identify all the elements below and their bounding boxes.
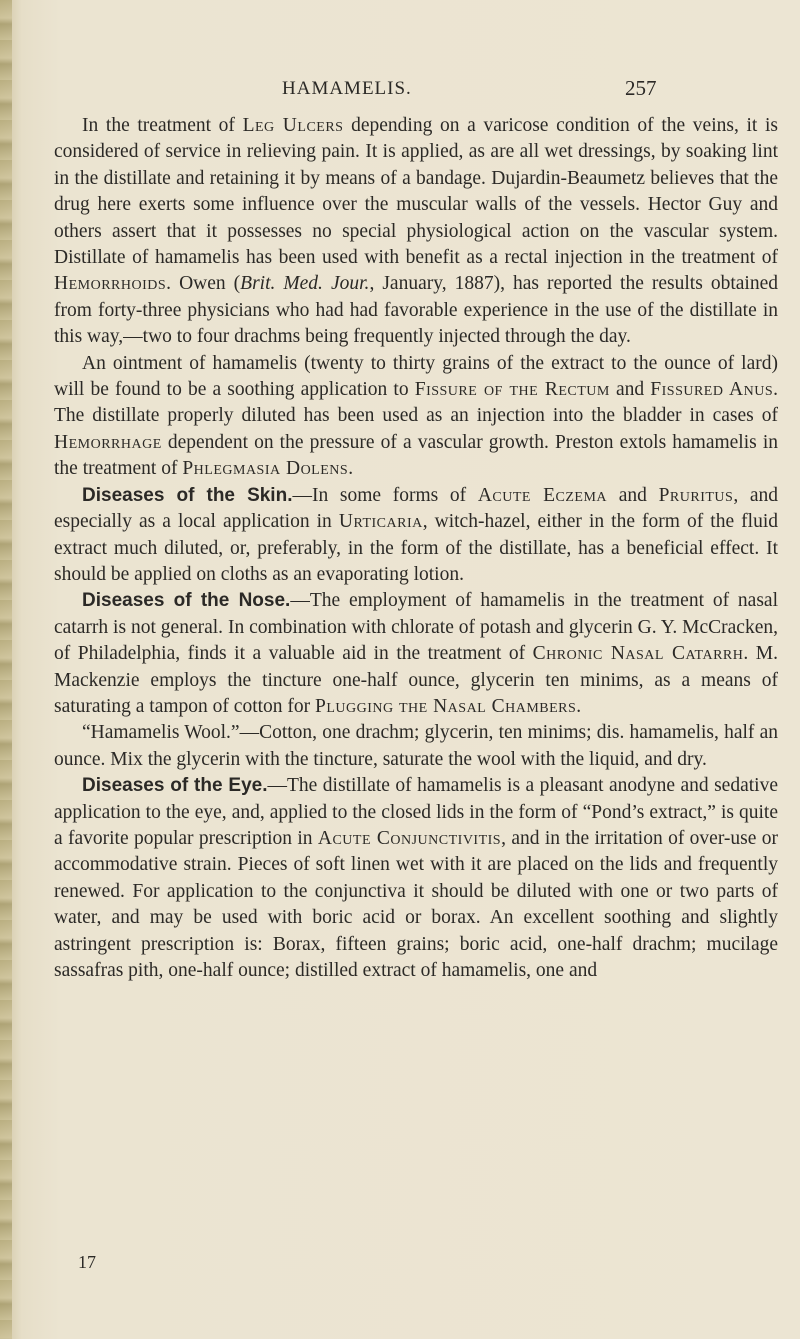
- small-caps-term: Leg Ulcers: [242, 115, 344, 136]
- text-run: , and in the irritation of over-use or accommodative strain. Pieces of soft linen wet with it are placed on the lids and frequently renewed. For application to the conjunctiva it should be diluted with one or two parts of water, and may be used with boric acid or borax. An excellent soothing and slightly astringent prescription is: Borax, fifteen grains; boric acid, one-half drachm; mucilage sassafras pith, one-half ounce; distilled extract of hamamelis, one and: [54, 827, 778, 981]
- running-head: HAMAMELIS.: [282, 78, 412, 99]
- text-run: “Hamamelis Wool.”—Cotton, one drachm; glycerin, ten minims; dis. hamamelis, half an ounce. Mix the glycerin with the tincture, saturate the wool with the liquid, and dry.: [54, 722, 778, 770]
- small-caps-term: Plugging the Nasal Chambers: [315, 695, 577, 717]
- text-run: , witch-hazel, either in the form of the fluid extract much diluted, or, preferably, in the form of the distillate, has a beneficial effect. It should be applied on cloths as an evaporating lotion.: [54, 511, 778, 585]
- text-run: . Owen (: [166, 273, 241, 295]
- small-caps-term: Hemorrhoids: [54, 273, 167, 295]
- paragraph: [54, 588, 778, 720]
- small-caps-term: Fissured Anus: [650, 379, 774, 401]
- page-number: 257: [625, 76, 657, 100]
- text-run: depending on a varicose condition of the veins, it is considered of service in relieving pain. It is applied, as are all wet dressings, by soaking lint in the distillate and retaining it by means of a bandage. Dujardin-Beaumetz believes that the drug here exerts some influence over the muscular walls of the vessels. Hector Guy and others assert that it possesses no special physiological action on the vascular system. Distillate of hamamelis has been used with benefit as a rectal injection in the treatment of: [54, 115, 778, 269]
- body-text: [54, 113, 778, 984]
- small-caps-term: Chronic Nasal Catarrh: [532, 643, 744, 665]
- text-run: . The distillate properly diluted has been used as an injection into the bladder in cases of: [54, 379, 778, 427]
- small-caps-term: Hemorrhage: [54, 431, 162, 453]
- text-run: In the treatment of: [82, 115, 243, 136]
- page-header: [0, 78, 800, 108]
- text-run: .: [576, 695, 582, 717]
- text-run: —In some forms of: [292, 484, 478, 506]
- text-run: An ointment of hamamelis (twenty to thirty grains of the extract to the ounce of lard) will be found to be a soothing application to: [54, 352, 778, 401]
- text-run: dependent on the pressure of a vascular growth. Preston extols hamamelis in the treatment of: [54, 431, 778, 480]
- small-caps-term: Acute Conjunctivitis: [317, 827, 502, 849]
- small-caps-term: Acute Eczema: [477, 484, 608, 506]
- binding-edge: [0, 0, 12, 1339]
- text-run: , and especially as a local application in: [54, 484, 779, 533]
- text-run: —The employment of hamamelis in the treatment of nasal catarrh is not general. In combination with chlorate of potash and glycerin G. Y. McCracken, of Philadelphia, finds it a valuable aid in the treatment of: [54, 590, 778, 665]
- paragraph: [54, 113, 778, 351]
- citation-italic: Brit. Med. Jour.: [240, 273, 370, 295]
- section-heading: Diseases of the Skin.: [82, 484, 293, 506]
- text-run: —The distillate of hamamelis is a pleasant anodyne and sedative application to the eye, and, applied to the closed lids in the form of “Pond’s extract,” is quite a favorite popular prescription in: [54, 775, 778, 849]
- text-run: , January, 1887), has reported the results obtained from forty-three physicians who had had favorable experience in the use of the distillate in this way,—two to four drachms being frequently injected through the day.: [54, 273, 778, 348]
- small-caps-term: Phlegmasia Dolens: [182, 458, 349, 480]
- paragraph: [54, 773, 778, 984]
- text-run: . M. Mackenzie employs the tincture one-half ounce, glycerin ten minims, as a means of saturating a tampon of cotton for: [54, 643, 779, 717]
- section-heading: Diseases of the Eye.: [82, 775, 268, 797]
- text-run: and: [609, 379, 651, 401]
- small-caps-term: Urticaria: [338, 511, 423, 533]
- text-run: and: [607, 484, 659, 506]
- signature-mark: 17: [78, 1252, 96, 1272]
- text-run: .: [348, 458, 354, 480]
- paragraph: [54, 720, 778, 773]
- paragraph: [54, 483, 778, 589]
- small-caps-term: Fissure of the Rectum: [414, 379, 610, 401]
- paragraph: [54, 351, 778, 483]
- section-heading: Diseases of the Nose.: [82, 590, 291, 612]
- small-caps-term: Pruritus: [658, 484, 734, 506]
